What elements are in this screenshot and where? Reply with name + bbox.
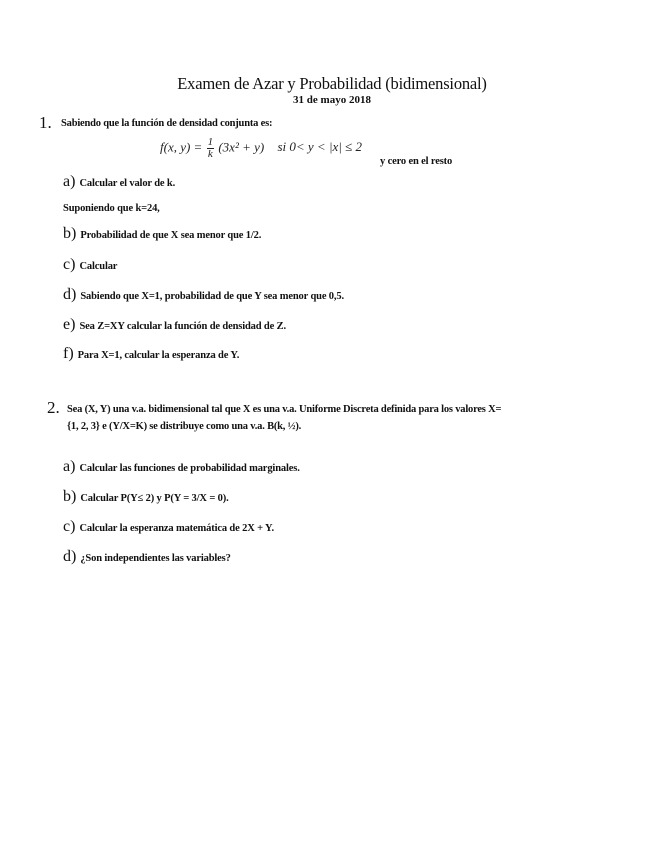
item-text: Probabilidad de que X sea menor que 1/2. — [80, 230, 262, 241]
item-letter: c) — [63, 518, 76, 535]
fraction-denominator: k — [207, 148, 213, 160]
item-text: Sea Z=XY calcular la función de densidad de Z. — [79, 321, 286, 332]
item-letter: d) — [63, 286, 77, 303]
formula-fraction — [207, 137, 215, 160]
item-letter: b) — [63, 225, 77, 242]
question-2-intro-line2: {1, 2, 3} e (Y/X=K) se distribuye como una v.a. B(k, ½). — [67, 421, 302, 432]
q2-item-a — [63, 458, 300, 476]
q2-item-b — [63, 488, 229, 506]
q1-item-f — [63, 345, 239, 363]
density-formula — [160, 137, 362, 160]
q1-assumption: Suponiendo que k=24, — [63, 203, 160, 214]
item-letter: a) — [63, 173, 76, 190]
exam-date: 31 de mayo 2018 — [293, 94, 371, 106]
question-2-intro-line1: Sea (X, Y) una v.a. bidimensional tal que X es una v.a. Uniforme Discreta definida para los valores X= — [67, 404, 502, 415]
formula-condition: si 0< y < |x| ≤ 2 — [277, 139, 363, 155]
question-1-number: 1. — [39, 113, 52, 132]
item-letter: f) — [63, 345, 74, 362]
question-1-intro: Sabiendo que la función de densidad conjunta es: — [61, 118, 273, 129]
item-letter: d) — [63, 548, 77, 565]
exam-title: Examen de Azar y Probabilidad (bidimensional) — [177, 74, 487, 93]
question-2-number: 2. — [47, 398, 60, 417]
q1-item-e — [63, 316, 286, 334]
item-text: Calcular P(Y≤ 2) y P(Y = 3/X = 0). — [80, 493, 229, 504]
item-text: Sabiendo que X=1, probabilidad de que Y sea menor que 0,5. — [80, 291, 344, 302]
formula-rest-text: y cero en el resto — [380, 156, 453, 167]
q2-item-c — [63, 518, 274, 536]
item-text: Para X=1, calcular la esperanza de Y. — [77, 350, 240, 361]
item-letter: c) — [63, 256, 76, 273]
formula-rhs: (3x² + y) — [218, 139, 265, 155]
formula-lhs: f(x, y) = — [160, 139, 203, 155]
item-text: Calcular — [79, 261, 118, 272]
item-text: Calcular el valor de k. — [79, 178, 176, 189]
q2-item-d — [63, 548, 231, 566]
item-text: ¿Son independientes las variables? — [80, 553, 231, 564]
item-text: Calcular las funciones de probabilidad marginales. — [79, 463, 300, 474]
fraction-numerator: 1 — [207, 136, 214, 148]
item-text: Calcular la esperanza matemática de 2X + Y. — [79, 523, 274, 534]
q1-item-c — [63, 256, 117, 274]
q1-item-d — [63, 286, 344, 304]
item-letter: a) — [63, 458, 76, 475]
item-letter: b) — [63, 488, 77, 505]
item-letter: e) — [63, 316, 76, 333]
q1-item-b — [63, 225, 261, 243]
q1-item-a — [63, 173, 175, 191]
